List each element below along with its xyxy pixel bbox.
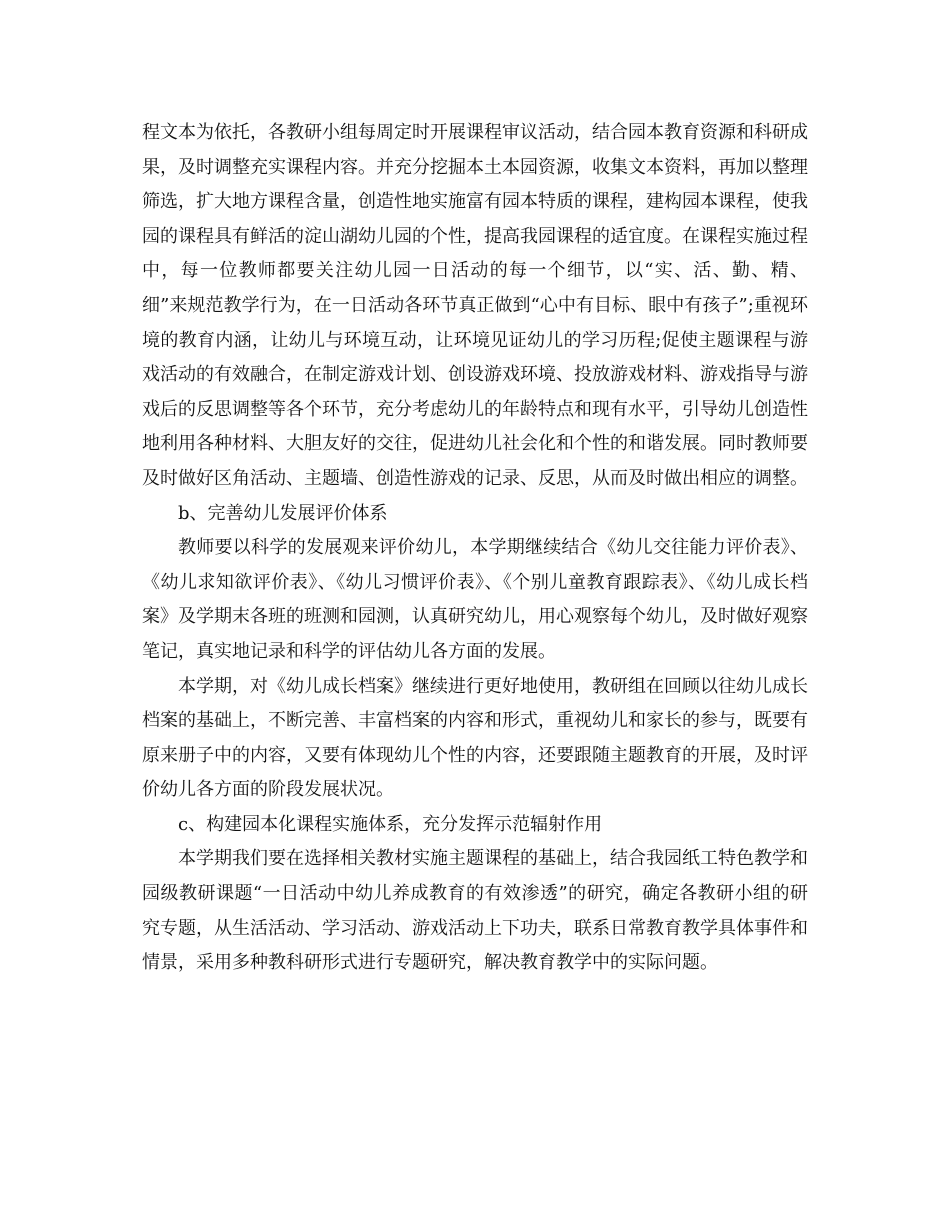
paragraph-growth-archive: 本学期，对《幼儿成长档案》继续进行更好地使用，教研组在回顾以往幼儿成长档案的基础上，不断完善、丰富档案的内容和形式，重视幼儿和家长的参与，既要有原来册子中的内容，又要有体现幼儿个性的内容，还要跟随主题教育的开展，及时评价幼儿各方面的阶段发展状况。: [142, 675, 808, 801]
section-heading-b: b、完善幼儿发展评价体系: [178, 502, 388, 524]
paragraph-evaluation-tools: 教师要以科学的发展观来评价幼儿，本学期继续结合《幼儿交往能力评价表》、《幼儿求知欲评价表》、《幼儿习惯评价表》、《个别儿童教育跟踪表》、《幼儿成长档案》及学期末各班的班测和园测，认真研究幼儿，用心观察每个幼儿，及时做好观察笔记，真实地记录和科学的评估幼儿各方面的发展。: [142, 537, 808, 662]
paragraph-thematic-research: 本学期我们要在选择相关教材实施主题课程的基础上，结合我园纸工特色教学和园级教研课题“一日活动中幼儿养成教育的有效渗透”的研究，确定各教研小组的研究专题，从生活活动、学习活动、游戏活动上下功夫，联系日常教育教学具体事件和情景，采用多种教科研形式进行专题研究，解决教育教学中的实际问题。: [142, 848, 808, 974]
paragraph-curriculum-implementation: 程文本为依托，各教研小组每周定时开展课程审议活动，结合园本教育资源和科研成果，及时调整充实课程内容。并充分挖掘本土本园资源，收集文本资料，再加以整理筛选，扩大地方课程含量，创造性地实施富有园本特质的课程，建构园本课程，使我园的课程具有鲜活的淀山湖幼儿园的个性，提高我园课程的适宜度。在课程实施过程中，每一位教师都要关注幼儿园一日活动的每一个细节，以“实、活、勤、精、细”来规范教学行为，在一日活动各环节真正做到“心中有目标、眼中有孩子”;重视环境的教育内涵，让幼儿与环境互动，让环境见证幼儿的学习历程;促使主题课程与游戏活动的有效融合，在制定游戏计划、创设游戏环境、投放游戏材料、游戏指导与游戏后的反思调整等各个环节，充分考虑幼儿的年龄特点和现有水平，引导幼儿创造性地利用各种材料、大胆友好的交往，促进幼儿社会化和个性的和谐发展。同时教师要及时做好区角活动、主题墙、创造性游戏的记录、反思，从而及时做出相应的调整。: [142, 122, 808, 489]
section-heading-c: c、构建园本化课程实施体系，充分发挥示范辐射作用: [178, 813, 603, 835]
document-body: [142, 116, 808, 981]
